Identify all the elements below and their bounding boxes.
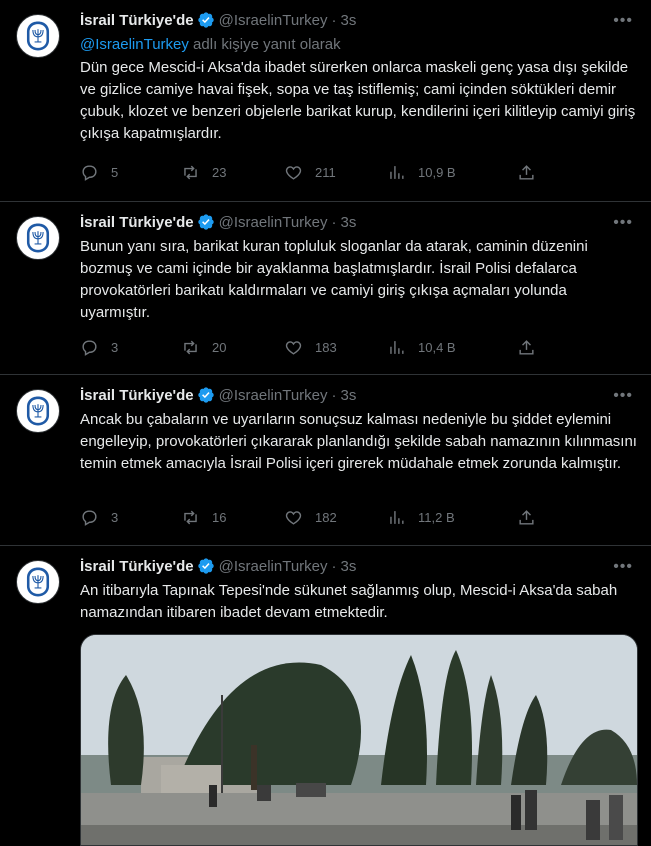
heart-icon: [284, 338, 303, 357]
reply-button[interactable]: [80, 338, 181, 357]
reply-context: [80, 36, 637, 53]
retweet-count: 16: [212, 509, 227, 525]
tweet-header: [80, 212, 637, 232]
separator-dot: ·: [331, 557, 337, 575]
views-button[interactable]: [387, 163, 517, 182]
share-button[interactable]: [517, 338, 536, 357]
display-name[interactable]: İsrail Türkiye'de: [80, 386, 194, 404]
retweet-icon: [181, 338, 200, 357]
share-icon: [517, 508, 536, 527]
action-bar: [80, 505, 637, 529]
tweet-3[interactable]: [0, 375, 651, 546]
reply-suffix: adlı kişiye yanıt olarak: [193, 36, 341, 53]
views-icon: [387, 508, 406, 527]
tweet-2[interactable]: [0, 202, 651, 375]
retweet-button[interactable]: [181, 163, 284, 182]
handle[interactable]: @IsraelinTurkey: [218, 11, 328, 29]
separator-dot: ·: [331, 386, 337, 404]
tweet-text: Bunun yanı sıra, barikat kuran topluluk sloganlar da atarak, caminin düzenini bozmuş ve cami içinde bir ayaklanma başlatmışlardır. İsrail Polisi defalarca provokatörleri barikatı kaldırmaları ve camiyi giriş çıkışa açmaları yolunda uyarmıştır.: [80, 238, 588, 321]
retweet-count: 23: [212, 164, 227, 180]
retweet-button[interactable]: [181, 508, 284, 527]
tweet-4[interactable]: [0, 546, 651, 832]
tweet-header: [80, 10, 637, 30]
tweet-1[interactable]: [0, 0, 651, 202]
separator-dot: ·: [331, 11, 337, 29]
verified-badge-icon: [197, 11, 215, 29]
avatar[interactable]: [16, 216, 60, 260]
display-name[interactable]: İsrail Türkiye'de: [80, 11, 194, 29]
menorah-emblem-icon: [21, 19, 55, 53]
view-count: 10,9 B: [418, 164, 456, 180]
views-icon: [387, 338, 406, 357]
reply-count: 3: [111, 339, 119, 355]
avatar[interactable]: [16, 560, 60, 604]
retweet-count: 20: [212, 339, 227, 355]
menorah-emblem-icon: [21, 221, 55, 255]
more-icon[interactable]: •••: [613, 387, 633, 404]
like-count: 182: [315, 509, 337, 525]
tweet-text: An itibarıyla Tapınak Tepesi'nde sükunet sağlanmış olup, Mescid-i Aksa'da sabah namazından itibaren ibadet devam etmektedir.: [80, 582, 618, 621]
avatar[interactable]: [16, 14, 60, 58]
like-button[interactable]: [284, 338, 387, 357]
share-icon: [517, 163, 536, 182]
reply-button[interactable]: [80, 163, 181, 182]
action-bar: [80, 160, 637, 184]
reply-icon: [80, 508, 99, 527]
handle[interactable]: @IsraelinTurkey: [218, 557, 328, 575]
like-count: 183: [315, 339, 337, 355]
more-icon[interactable]: •••: [613, 12, 633, 29]
action-bar: [80, 335, 637, 359]
verified-badge-icon: [197, 213, 215, 231]
views-button[interactable]: [387, 508, 517, 527]
verified-badge-icon: [197, 557, 215, 575]
view-count: 11,2 B: [418, 509, 455, 525]
reply-icon: [80, 163, 99, 182]
heart-icon: [284, 508, 303, 527]
timestamp[interactable]: 3s: [340, 557, 357, 575]
like-button[interactable]: [284, 508, 387, 527]
more-icon[interactable]: •••: [613, 558, 633, 575]
separator-dot: ·: [331, 213, 337, 231]
views-button[interactable]: [387, 338, 517, 357]
tweet-header: [80, 385, 637, 405]
like-count: 211: [315, 164, 336, 180]
retweet-icon: [181, 163, 200, 182]
tweet-text: Ancak bu çabaların ve uyarıların sonuçsuz kalması nedeniyle bu şiddet eylemini engelleyip, provokatörleri çıkararak planlandığı şekilde sabah namazının kılınmasını temin etmek amacıyla İsrail Polisi içeri girerek müdahale etmek zorunda kalmıştır.: [80, 411, 637, 472]
like-button[interactable]: [284, 163, 387, 182]
reply-button[interactable]: [80, 508, 181, 527]
retweet-icon: [181, 508, 200, 527]
display-name[interactable]: İsrail Türkiye'de: [80, 213, 194, 231]
verified-badge-icon: [197, 386, 215, 404]
tweet-text: Dün gece Mescid-i Aksa'da ibadet sürerken onlarca maskeli genç yasa dışı şekilde ve gizlice camiye havai fişek, sopa ve taş istiflemiş; cami içinden söktükleri demir çubuk, klozet ve benzeri objelerle barikat kurup, kendilerini içeri kilitleyip camiyi giriş çıkışa kapatmışlardır.: [80, 59, 636, 142]
courtyard-photo: [81, 635, 637, 845]
tweet-header: [80, 556, 637, 576]
share-icon: [517, 338, 536, 357]
handle[interactable]: @IsraelinTurkey: [218, 213, 328, 231]
tweet-media-photo[interactable]: [80, 634, 638, 846]
reply-count: 3: [111, 509, 119, 525]
display-name[interactable]: İsrail Türkiye'de: [80, 557, 194, 575]
reply-icon: [80, 338, 99, 357]
reply-to-link[interactable]: @IsraelinTurkey: [80, 36, 189, 53]
retweet-button[interactable]: [181, 338, 284, 357]
menorah-emblem-icon: [21, 565, 55, 599]
timestamp[interactable]: 3s: [340, 386, 357, 404]
timestamp[interactable]: 3s: [340, 213, 357, 231]
timestamp[interactable]: 3s: [340, 11, 357, 29]
avatar[interactable]: [16, 389, 60, 433]
reply-count: 5: [111, 164, 119, 180]
view-count: 10,4 B: [418, 339, 456, 355]
share-button[interactable]: [517, 163, 536, 182]
share-button[interactable]: [517, 508, 536, 527]
heart-icon: [284, 163, 303, 182]
menorah-emblem-icon: [21, 394, 55, 428]
more-icon[interactable]: •••: [613, 214, 633, 231]
handle[interactable]: @IsraelinTurkey: [218, 386, 328, 404]
views-icon: [387, 163, 406, 182]
